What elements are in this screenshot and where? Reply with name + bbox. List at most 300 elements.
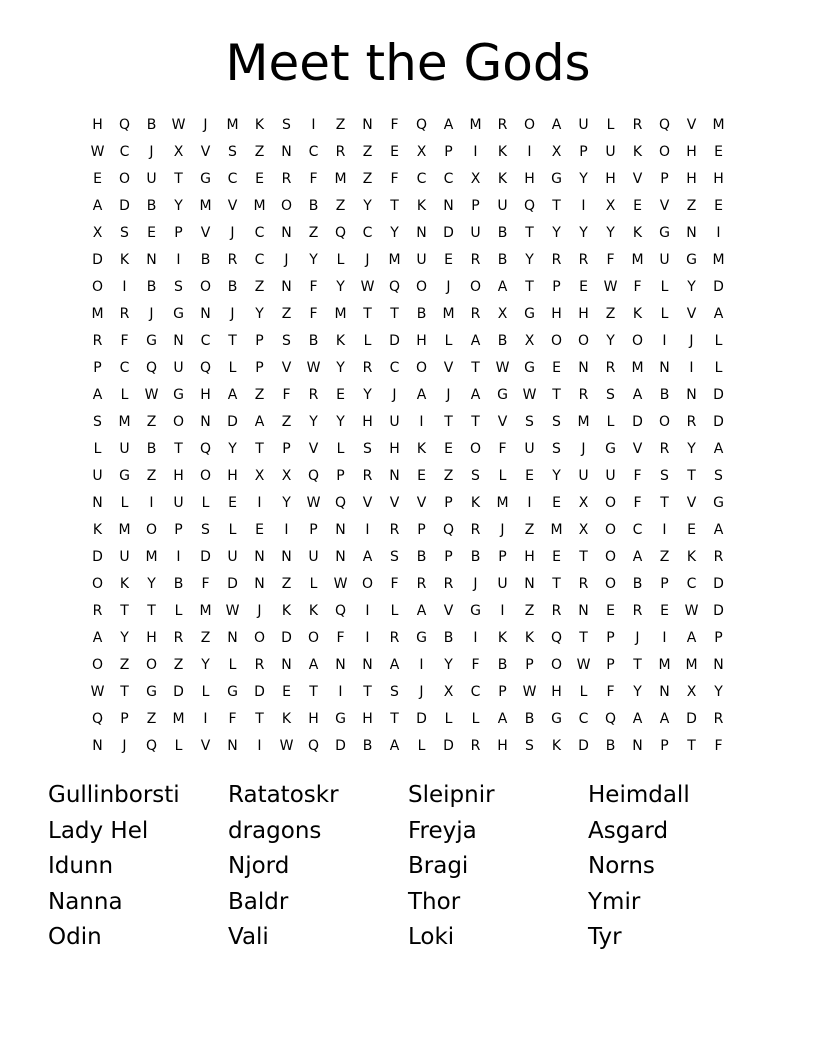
grid-letter: Q xyxy=(415,117,428,133)
grid-letter: O xyxy=(604,495,617,511)
grid-letter: E xyxy=(417,468,426,484)
grid-letter: U xyxy=(659,252,670,268)
grid-letter: S xyxy=(714,468,723,484)
grid-letter: O xyxy=(253,630,266,646)
grid-letter: B xyxy=(146,441,157,457)
word-search-grid xyxy=(84,112,744,760)
grid-letter: Y xyxy=(309,414,318,430)
grid-letter: B xyxy=(497,252,508,268)
grid-row xyxy=(84,409,744,436)
grid-letter: W xyxy=(684,603,699,619)
grid-letter: T xyxy=(255,441,264,457)
grid-letter: Y xyxy=(228,441,237,457)
grid-letter: L xyxy=(174,738,183,754)
grid-letter: D xyxy=(713,576,724,592)
grid-letter: E xyxy=(255,522,264,538)
grid-letter: M xyxy=(577,414,590,430)
grid-letter: M xyxy=(172,711,185,727)
grid-letter: F xyxy=(336,630,345,646)
grid-letter: J xyxy=(446,387,451,403)
grid-letter: P xyxy=(255,360,264,376)
grid-letter: L xyxy=(714,360,723,376)
grid-letter: M xyxy=(145,549,158,565)
grid-row xyxy=(84,328,744,355)
grid-letter: L xyxy=(714,333,723,349)
grid-letter: B xyxy=(362,738,373,754)
grid-letter: V xyxy=(200,225,211,241)
grid-letter: O xyxy=(145,522,158,538)
grid-letter: P xyxy=(417,522,426,538)
grid-letter: Y xyxy=(687,279,696,295)
grid-letter: G xyxy=(470,603,481,619)
grid-letter: R xyxy=(632,603,643,619)
grid-letter: G xyxy=(146,684,157,700)
grid-letter: V xyxy=(389,495,400,511)
grid-letter: V xyxy=(308,441,319,457)
grid-letter: R xyxy=(578,387,589,403)
grid-letter: X xyxy=(578,522,589,538)
grid-letter: E xyxy=(147,225,156,241)
grid-letter: I xyxy=(527,144,532,160)
grid-letter: I xyxy=(473,630,478,646)
grid-letter: C xyxy=(362,225,373,241)
grid-letter: K xyxy=(470,495,481,511)
grid-letter: O xyxy=(415,360,428,376)
grid-letter: D xyxy=(578,738,589,754)
grid-letter: W xyxy=(171,117,186,133)
word-list-item: Nanna xyxy=(48,888,123,915)
grid-letter: Q xyxy=(334,603,347,619)
grid-letter: M xyxy=(685,657,698,673)
word-list-item: Sleipnir xyxy=(408,782,495,808)
grid-letter: Y xyxy=(255,306,264,322)
grid-letter: P xyxy=(282,441,291,457)
grid-letter: S xyxy=(390,684,399,700)
grid-letter: V xyxy=(443,360,454,376)
grid-letter: B xyxy=(443,630,454,646)
grid-letter: E xyxy=(525,468,534,484)
grid-letter: D xyxy=(92,252,103,268)
grid-letter: Y xyxy=(579,171,588,187)
grid-letter: N xyxy=(281,144,292,160)
grid-letter: T xyxy=(444,414,453,430)
grid-letter: I xyxy=(284,522,289,538)
grid-letter: M xyxy=(658,657,671,673)
grid-letter: C xyxy=(389,360,400,376)
grid-letter: O xyxy=(604,576,617,592)
grid-letter: I xyxy=(122,279,127,295)
grid-letter: N xyxy=(281,657,292,673)
grid-letter: P xyxy=(606,657,615,673)
grid-letter: B xyxy=(308,198,319,214)
grid-letter: R xyxy=(713,549,724,565)
grid-letter: N xyxy=(443,198,454,214)
grid-row xyxy=(84,733,744,760)
grid-letter: W xyxy=(225,603,240,619)
grid-letter: P xyxy=(471,198,480,214)
grid-letter: D xyxy=(119,198,130,214)
grid-letter: X xyxy=(254,468,265,484)
grid-letter: L xyxy=(120,387,129,403)
grid-letter: A xyxy=(632,387,643,403)
grid-letter: H xyxy=(92,117,103,133)
word-list-item: Baldr xyxy=(228,888,289,915)
grid-letter: O xyxy=(469,279,482,295)
grid-letter: I xyxy=(365,630,370,646)
grid-letter: E xyxy=(579,279,588,295)
grid-letter: R xyxy=(119,306,130,322)
grid-letter: X xyxy=(497,306,508,322)
grid-letter: H xyxy=(362,414,373,430)
grid-letter: B xyxy=(524,711,535,727)
grid-letter: L xyxy=(228,522,237,538)
grid-letter: K xyxy=(497,171,508,187)
grid-letter: K xyxy=(335,333,346,349)
grid-letter: C xyxy=(254,225,265,241)
grid-letter: B xyxy=(416,549,427,565)
grid-letter: C xyxy=(200,333,211,349)
grid-letter: S xyxy=(552,414,561,430)
grid-letter: K xyxy=(632,144,643,160)
grid-letter: M xyxy=(118,414,131,430)
grid-letter: O xyxy=(550,333,563,349)
grid-letter: Q xyxy=(91,711,104,727)
grid-letter: E xyxy=(552,549,561,565)
grid-letter: L xyxy=(336,441,345,457)
grid-letter: O xyxy=(361,576,374,592)
grid-letter: I xyxy=(473,144,478,160)
grid-letter: Z xyxy=(308,225,319,241)
grid-letter: N xyxy=(200,306,211,322)
grid-letter: A xyxy=(713,522,724,538)
grid-letter: U xyxy=(497,198,508,214)
grid-letter: H xyxy=(524,171,535,187)
grid-letter: G xyxy=(713,495,724,511)
grid-letter: R xyxy=(578,576,589,592)
grid-letter: O xyxy=(604,549,617,565)
grid-letter: F xyxy=(498,441,507,457)
grid-letter: Y xyxy=(336,360,345,376)
grid-letter: S xyxy=(282,333,291,349)
grid-letter: G xyxy=(200,171,211,187)
grid-letter: T xyxy=(552,576,561,592)
grid-letter: J xyxy=(365,252,370,268)
grid-letter: S xyxy=(93,414,102,430)
grid-letter: X xyxy=(551,144,562,160)
grid-letter: Q xyxy=(145,360,158,376)
grid-letter: C xyxy=(119,360,130,376)
grid-letter: N xyxy=(713,657,724,673)
grid-letter: Z xyxy=(254,279,265,295)
grid-letter: V xyxy=(281,360,292,376)
grid-letter: Z xyxy=(146,468,157,484)
grid-letter: M xyxy=(631,252,644,268)
grid-letter: G xyxy=(551,171,562,187)
grid-letter: S xyxy=(282,117,291,133)
grid-letter: F xyxy=(606,684,615,700)
grid-letter: X xyxy=(470,171,481,187)
grid-letter: L xyxy=(390,603,399,619)
grid-letter: H xyxy=(389,441,400,457)
grid-letter: T xyxy=(390,306,399,322)
grid-letter: I xyxy=(662,522,667,538)
grid-letter: X xyxy=(92,225,103,241)
grid-letter: Z xyxy=(335,198,346,214)
grid-letter: B xyxy=(497,657,508,673)
grid-letter: V xyxy=(416,495,427,511)
grid-letter: U xyxy=(173,360,184,376)
grid-letter: K xyxy=(119,576,130,592)
grid-letter: Q xyxy=(334,495,347,511)
grid-letter: I xyxy=(365,522,370,538)
grid-row xyxy=(84,166,744,193)
grid-letter: D xyxy=(200,549,211,565)
grid-row xyxy=(84,625,744,652)
grid-letter: H xyxy=(524,549,535,565)
grid-letter: P xyxy=(498,684,507,700)
grid-letter: F xyxy=(606,252,615,268)
grid-letter: W xyxy=(144,387,159,403)
grid-letter: J xyxy=(203,117,208,133)
grid-letter: A xyxy=(416,387,427,403)
word-list-item: Loki xyxy=(408,924,455,950)
grid-letter: U xyxy=(416,252,427,268)
grid-letter: T xyxy=(525,279,534,295)
grid-row xyxy=(84,247,744,274)
grid-row xyxy=(84,463,744,490)
grid-letter: F xyxy=(390,117,399,133)
grid-letter: Y xyxy=(282,495,291,511)
grid-letter: B xyxy=(146,198,157,214)
grid-letter: N xyxy=(524,576,535,592)
grid-letter: Y xyxy=(390,225,399,241)
grid-letter: O xyxy=(604,522,617,538)
grid-letter: R xyxy=(362,468,373,484)
grid-letter: H xyxy=(551,306,562,322)
grid-letter: N xyxy=(281,279,292,295)
grid-letter: R xyxy=(227,252,238,268)
grid-letter: Z xyxy=(362,144,373,160)
grid-letter: D xyxy=(254,684,265,700)
grid-letter: F xyxy=(633,279,642,295)
word-list-item: Ratatoskr xyxy=(228,782,339,808)
grid-letter: Z xyxy=(362,171,373,187)
grid-letter: T xyxy=(687,468,696,484)
grid-letter: C xyxy=(119,144,130,160)
grid-letter: J xyxy=(419,684,424,700)
grid-letter: W xyxy=(522,684,537,700)
grid-letter: L xyxy=(606,117,615,133)
grid-letter: O xyxy=(658,144,671,160)
grid-letter: R xyxy=(605,360,616,376)
grid-letter: X xyxy=(524,333,535,349)
grid-letter: R xyxy=(389,630,400,646)
word-list-item: Heimdall xyxy=(588,782,690,808)
grid-letter: V xyxy=(227,198,238,214)
grid-letter: J xyxy=(284,252,289,268)
grid-letter: Z xyxy=(281,414,292,430)
grid-letter: O xyxy=(145,657,158,673)
grid-letter: Y xyxy=(444,657,453,673)
grid-letter: Y xyxy=(714,684,723,700)
grid-letter: T xyxy=(228,333,237,349)
grid-letter: V xyxy=(659,198,670,214)
grid-letter: F xyxy=(282,387,291,403)
grid-letter: F xyxy=(228,711,237,727)
grid-letter: A xyxy=(497,279,508,295)
grid-letter: N xyxy=(686,387,697,403)
grid-letter: K xyxy=(308,603,319,619)
grid-letter: T xyxy=(120,603,129,619)
grid-letter: M xyxy=(388,252,401,268)
grid-letter: A xyxy=(389,738,400,754)
grid-letter: M xyxy=(334,171,347,187)
grid-letter: S xyxy=(390,549,399,565)
grid-letter: Z xyxy=(254,387,265,403)
grid-letter: S xyxy=(471,468,480,484)
grid-row xyxy=(84,544,744,571)
grid-letter: P xyxy=(255,333,264,349)
grid-letter: I xyxy=(419,657,424,673)
grid-letter: Z xyxy=(524,603,535,619)
grid-letter: A xyxy=(389,657,400,673)
grid-letter: V xyxy=(200,144,211,160)
grid-letter: Q xyxy=(550,630,563,646)
grid-letter: E xyxy=(336,387,345,403)
grid-letter: I xyxy=(338,684,343,700)
grid-letter: G xyxy=(524,360,535,376)
grid-letter: Q xyxy=(118,117,131,133)
grid-letter: F xyxy=(390,576,399,592)
grid-letter: A xyxy=(92,198,103,214)
grid-letter: U xyxy=(578,468,589,484)
grid-letter: N xyxy=(254,576,265,592)
grid-row xyxy=(84,301,744,328)
grid-letter: O xyxy=(550,657,563,673)
grid-letter: P xyxy=(714,630,723,646)
grid-letter: W xyxy=(333,576,348,592)
grid-letter: F xyxy=(714,738,723,754)
grid-letter: R xyxy=(92,603,103,619)
grid-letter: E xyxy=(93,171,102,187)
grid-letter: J xyxy=(635,630,640,646)
grid-letter: J xyxy=(689,333,694,349)
grid-row xyxy=(84,355,744,382)
grid-letter: Y xyxy=(687,441,696,457)
grid-letter: U xyxy=(605,144,616,160)
grid-letter: R xyxy=(335,144,346,160)
grid-letter: N xyxy=(686,225,697,241)
grid-letter: P xyxy=(660,171,669,187)
grid-letter: M xyxy=(469,117,482,133)
grid-letter: T xyxy=(390,198,399,214)
grid-letter: R xyxy=(470,252,481,268)
grid-letter: C xyxy=(686,576,697,592)
grid-letter: N xyxy=(92,738,103,754)
grid-letter: B xyxy=(497,225,508,241)
grid-letter: U xyxy=(605,468,616,484)
word-list-item: Idunn xyxy=(48,853,114,879)
grid-letter: Y xyxy=(174,198,183,214)
grid-letter: V xyxy=(362,495,373,511)
grid-letter: Y xyxy=(363,387,372,403)
grid-letter: Q xyxy=(307,468,320,484)
grid-letter: V xyxy=(200,738,211,754)
grid-letter: F xyxy=(309,279,318,295)
grid-letter: P xyxy=(120,711,129,727)
grid-letter: M xyxy=(712,252,725,268)
grid-letter: C xyxy=(227,171,238,187)
grid-letter: P xyxy=(444,144,453,160)
grid-letter: D xyxy=(92,549,103,565)
grid-letter: Y xyxy=(552,225,561,241)
grid-letter: K xyxy=(497,144,508,160)
grid-letter: O xyxy=(415,279,428,295)
grid-letter: R xyxy=(497,117,508,133)
grid-letter: X xyxy=(173,144,184,160)
grid-letter: A xyxy=(470,333,481,349)
grid-letter: R xyxy=(308,387,319,403)
grid-letter: O xyxy=(523,117,536,133)
grid-letter: E xyxy=(255,171,264,187)
grid-letter: C xyxy=(254,252,265,268)
grid-letter: J xyxy=(581,441,586,457)
grid-letter: E xyxy=(228,495,237,511)
grid-letter: C xyxy=(470,684,481,700)
grid-letter: K xyxy=(632,225,643,241)
word-list-item: Thor xyxy=(408,888,461,915)
grid-letter: T xyxy=(255,711,264,727)
grid-letter: L xyxy=(336,252,345,268)
grid-letter: L xyxy=(93,441,102,457)
grid-letter: Z xyxy=(443,468,454,484)
grid-letter: D xyxy=(443,225,454,241)
grid-letter: L xyxy=(363,333,372,349)
grid-letter: D xyxy=(632,414,643,430)
grid-letter: K xyxy=(551,738,562,754)
grid-letter: P xyxy=(309,522,318,538)
grid-letter: B xyxy=(308,333,319,349)
grid-letter: J xyxy=(500,522,505,538)
grid-letter: W xyxy=(90,684,105,700)
grid-letter: E xyxy=(714,144,723,160)
grid-letter: D xyxy=(281,630,292,646)
grid-letter: L xyxy=(417,738,426,754)
grid-letter: I xyxy=(176,252,181,268)
grid-letter: W xyxy=(306,495,321,511)
grid-letter: A xyxy=(713,441,724,457)
grid-letter: P xyxy=(498,549,507,565)
grid-letter: P xyxy=(444,495,453,511)
grid-letter: O xyxy=(199,279,212,295)
grid-letter: O xyxy=(172,414,185,430)
grid-letter: J xyxy=(446,279,451,295)
grid-letter: J xyxy=(230,306,235,322)
grid-letter: L xyxy=(174,603,183,619)
grid-letter: F xyxy=(390,171,399,187)
grid-letter: Y xyxy=(525,252,534,268)
grid-letter: N xyxy=(659,684,670,700)
grid-letter: Q xyxy=(442,522,455,538)
grid-letter: U xyxy=(470,225,481,241)
grid-letter: E xyxy=(660,603,669,619)
grid-letter: P xyxy=(606,630,615,646)
grid-letter: B xyxy=(146,117,157,133)
grid-letter: L xyxy=(471,711,480,727)
grid-letter: N xyxy=(227,738,238,754)
word-list-item: Freyja xyxy=(408,817,477,844)
grid-letter: O xyxy=(91,279,104,295)
